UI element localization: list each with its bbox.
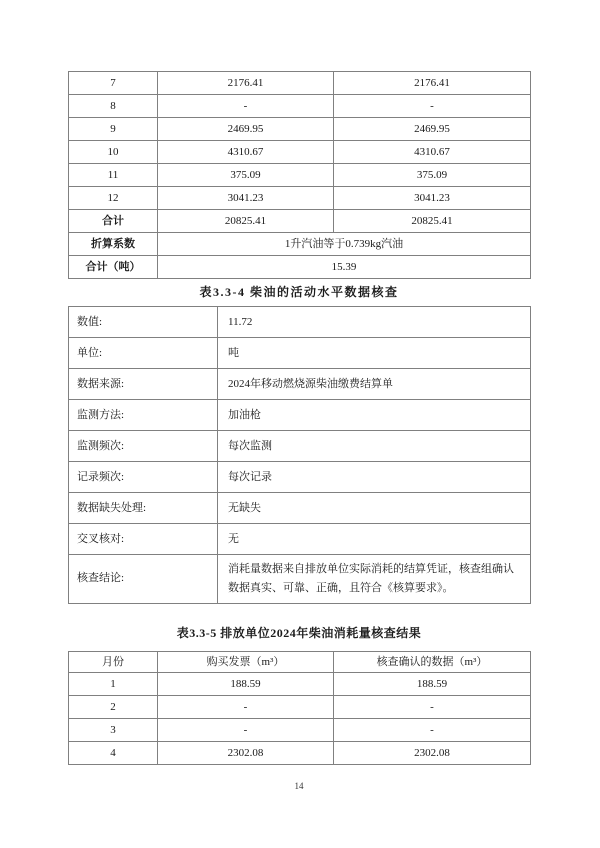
month-cell: 1: [69, 673, 158, 696]
field-label: 单位:: [69, 338, 218, 369]
conclusion-row: [69, 555, 531, 604]
table-row: [69, 696, 531, 719]
verified-cell: 2469.95: [334, 118, 531, 141]
invoice-cell: 4310.67: [158, 141, 334, 164]
table-3-3-5-title: 表3.3-5 排放单位2024年柴油消耗量核查结果: [176, 626, 422, 640]
field-value: 2024年移动燃烧源柴油缴费结算单: [218, 369, 531, 400]
header-invoice: 购买发票（m³）: [158, 652, 334, 673]
month-cell: 7: [69, 72, 158, 95]
header-row: [69, 652, 531, 673]
verified-cell: 3041.23: [334, 187, 531, 210]
table-3-3-4-title: 表3.3-4 柴油的活动水平数据核查: [199, 285, 399, 299]
invoice-cell: 188.59: [158, 673, 334, 696]
field-label: 监测频次:: [69, 431, 218, 462]
summary-verified: 20825.41: [334, 210, 531, 233]
month-cell: 4: [69, 742, 158, 765]
month-cell: 11: [69, 164, 158, 187]
month-cell: 10: [69, 141, 158, 164]
conversion-label: 折算系数: [69, 233, 158, 256]
table-row: [69, 673, 531, 696]
summary-row: [69, 210, 531, 233]
invoice-cell: -: [158, 696, 334, 719]
table-row: [69, 493, 531, 524]
table-row: [69, 72, 531, 95]
month-cell: 2: [69, 696, 158, 719]
summary-label: 合计: [69, 210, 158, 233]
table-row: [69, 141, 531, 164]
page-number: 14: [294, 781, 304, 791]
invoice-cell: 2176.41: [158, 72, 334, 95]
verified-cell: 2302.08: [334, 742, 531, 765]
conversion-row: [69, 233, 531, 256]
field-label: 监测方法:: [69, 400, 218, 431]
field-label: 交叉核对:: [69, 524, 218, 555]
verified-cell: -: [334, 95, 531, 118]
table-row: [69, 369, 531, 400]
header-month: 月份: [69, 652, 158, 673]
field-value: 无: [218, 524, 531, 555]
table-row: [69, 431, 531, 462]
total-tons-value: 15.39: [158, 256, 531, 279]
invoice-cell: -: [158, 95, 334, 118]
invoice-cell: 375.09: [158, 164, 334, 187]
verified-cell: 375.09: [334, 164, 531, 187]
table-row: [69, 462, 531, 493]
table-row: [69, 742, 531, 765]
conversion-value: 1升汽油等于0.739kg汽油: [158, 233, 531, 256]
field-label: 数据来源:: [69, 369, 218, 400]
invoice-cell: -: [158, 719, 334, 742]
diesel-consumption-table: [68, 651, 531, 765]
invoice-cell: 2302.08: [158, 742, 334, 765]
table-row: [69, 524, 531, 555]
total-tons-label: 合计（吨）: [69, 256, 158, 279]
table-row: [69, 719, 531, 742]
table-row: [69, 338, 531, 369]
diesel-activity-table: [68, 306, 531, 604]
verified-cell: 188.59: [334, 673, 531, 696]
document-page: [68, 71, 530, 791]
verified-cell: -: [334, 696, 531, 719]
field-label: 记录频次:: [69, 462, 218, 493]
summary-invoice: 20825.41: [158, 210, 334, 233]
table-row: [69, 95, 531, 118]
verified-cell: -: [334, 719, 531, 742]
field-label: 数值:: [69, 307, 218, 338]
fuel-monthly-table-top: [68, 71, 531, 279]
table-row: [69, 164, 531, 187]
table-row: [69, 187, 531, 210]
month-cell: 3: [69, 719, 158, 742]
invoice-cell: 2469.95: [158, 118, 334, 141]
month-cell: 12: [69, 187, 158, 210]
month-cell: 8: [69, 95, 158, 118]
field-label: 数据缺失处理:: [69, 493, 218, 524]
verified-cell: 4310.67: [334, 141, 531, 164]
invoice-cell: 3041.23: [158, 187, 334, 210]
table-row: [69, 400, 531, 431]
field-value: 消耗量数据来自排放单位实际消耗的结算凭证，核查组确认数据真实、可靠、正确，且符合《核算要求》。: [218, 555, 531, 604]
field-value: 每次记录: [218, 462, 531, 493]
field-label: 核查结论:: [69, 555, 218, 604]
field-value: 11.72: [218, 307, 531, 338]
total-tons-row: [69, 256, 531, 279]
month-cell: 9: [69, 118, 158, 141]
field-value: 加油枪: [218, 400, 531, 431]
verified-cell: 2176.41: [334, 72, 531, 95]
field-value: 每次监测: [218, 431, 531, 462]
field-value: 吨: [218, 338, 531, 369]
table-row: [69, 307, 531, 338]
table-row: [69, 118, 531, 141]
field-value: 无缺失: [218, 493, 531, 524]
header-verified: 核查确认的数据（m³）: [334, 652, 531, 673]
